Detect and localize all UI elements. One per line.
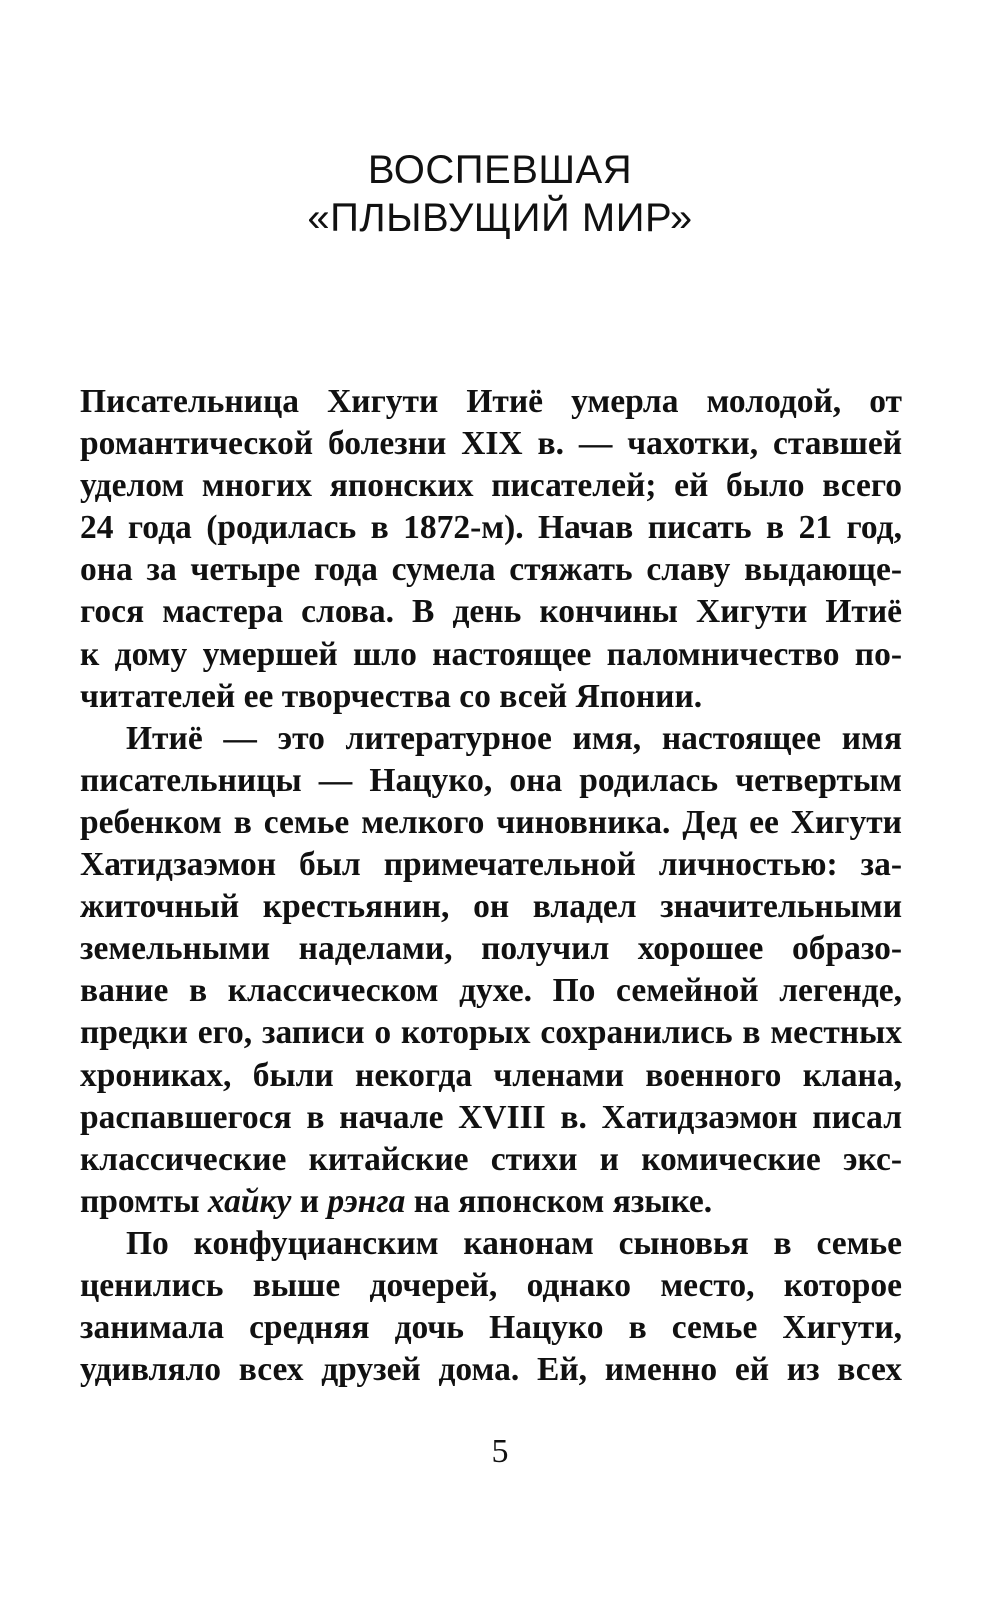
paragraph-1 (80, 381, 902, 718)
text-line: читателей ее творчества со всей Японии. (80, 677, 703, 715)
text-line: Писательница Хигути Итиё умерла молодой, от (80, 383, 902, 420)
text-run: и (291, 1182, 328, 1220)
text-run: промты (80, 1182, 208, 1220)
text-line: 24 года (родилась в 1872-м). Начав писать в 21 год, (80, 509, 902, 547)
text-line: распавшегося в начале XVIII в. Хатидзаэмон писал (80, 1098, 902, 1136)
paragraph-2 (80, 718, 902, 1223)
body-text (80, 381, 902, 1391)
text-line: классические китайские стихи и комические экс- (80, 1140, 902, 1178)
text-line: Итиё — это литературное имя, настоящее имя (126, 719, 902, 757)
text-line: ребенком в семье мелкого чиновника. Дед ее Хигути (80, 803, 902, 841)
text-line: ценились выше дочерей, однако место, которое (80, 1266, 902, 1304)
text-run: на японском языке. (405, 1182, 713, 1220)
text-line: удивляло всех друзей дома. Ей, именно ей из всех (80, 1351, 902, 1389)
text-line: По конфуцианским канонам сыновья в семье (126, 1224, 902, 1262)
paragraph-3 (80, 1223, 902, 1391)
text-line: занимала средняя дочь Нацуко в семье Хигути, (80, 1309, 902, 1347)
chapter-title (0, 146, 1000, 242)
text-line: земельными наделами, получил хорошее образо- (80, 930, 902, 968)
italic-term-renga: рэнга (327, 1182, 406, 1220)
text-line: к дому умершей шло настоящее паломничество по- (80, 635, 902, 673)
italic-term-haiku: хайку (207, 1182, 292, 1220)
text-line: романтической болезни XIX в. — чахотки, ставшей (80, 425, 902, 463)
chapter-title-line-1: ВОСПЕВШАЯ (367, 148, 633, 192)
text-line: вание в классическом духе. По семейной легенде, (80, 972, 902, 1010)
text-line: житочный крестьянин, он владел значительными (80, 888, 902, 926)
text-line: писательницы — Нацуко, она родилась четвертым (80, 761, 902, 799)
text-line: она за четыре года сумела стяжать славу выдающе- (80, 551, 902, 589)
text-line: гося мастера слова. В день кончины Хигути Итиё (80, 593, 902, 631)
chapter-title-line-2: «ПЛЫВУЩИЙ МИР» (307, 196, 693, 240)
text-line: предки его, записи о которых сохранились в местных (80, 1014, 902, 1052)
page-number: 5 (491, 1433, 509, 1470)
text-line (80, 1181, 902, 1223)
text-line: Хатидзаэмон был примечательной личностью: за- (80, 846, 902, 884)
text-line: хрониках, были некогда членами военного клана, (80, 1056, 902, 1094)
text-line: уделом многих японских писателей; ей было всего (80, 467, 902, 505)
